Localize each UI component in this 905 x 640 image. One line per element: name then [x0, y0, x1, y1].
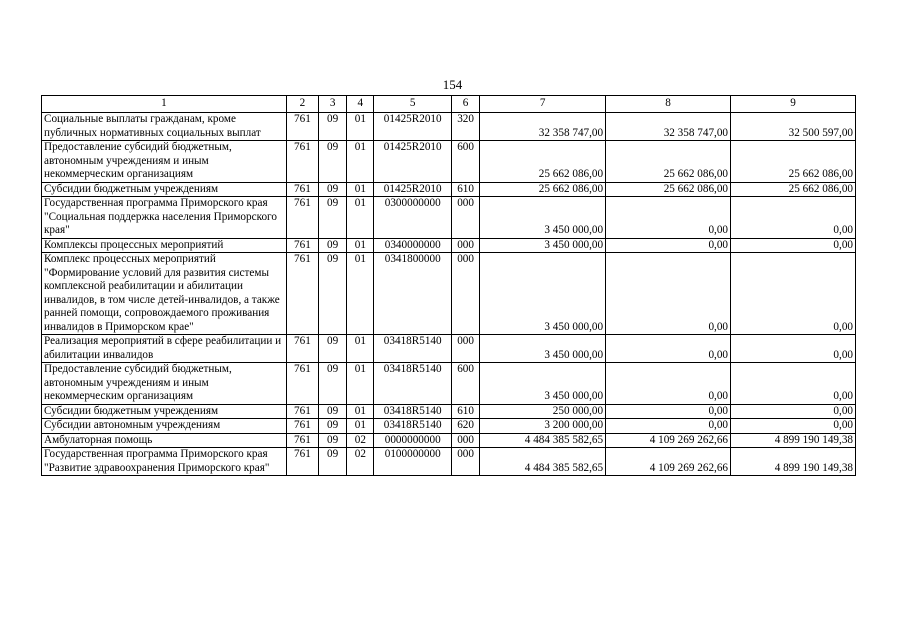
code-admin: 761	[286, 404, 318, 419]
code-subsection: 01	[347, 238, 374, 253]
column-header: 4	[347, 96, 374, 113]
code-expense-type: 620	[451, 419, 479, 434]
code-admin: 761	[286, 448, 318, 476]
code-subsection: 01	[347, 197, 374, 239]
code-target-article: 0340000000	[374, 238, 452, 253]
row-name: Субсидии автономным учреждениям	[42, 419, 287, 434]
code-section: 09	[319, 238, 347, 253]
code-section: 09	[319, 182, 347, 197]
code-expense-type: 000	[451, 448, 479, 476]
code-admin: 761	[286, 433, 318, 448]
amount-col7: 3 450 000,00	[480, 238, 606, 253]
amount-col8: 25 662 086,00	[606, 182, 731, 197]
code-target-article: 03418R5140	[374, 335, 452, 363]
table-row	[42, 433, 856, 448]
amount-col9: 32 500 597,00	[731, 113, 856, 141]
code-admin: 761	[286, 141, 318, 183]
amount-col7: 3 200 000,00	[480, 419, 606, 434]
code-subsection: 01	[347, 113, 374, 141]
amount-col7: 3 450 000,00	[480, 335, 606, 363]
code-target-article: 01425R2010	[374, 141, 452, 183]
column-header: 5	[374, 96, 452, 113]
row-name: Комплекс процессных мероприятий "Формирование условий для развития системы комплексной реабилитации и абилитации инвалидов, в том числе детей-инвалидов, а также ранней помощи, сопровождаемого проживания инвалидов в Приморском крае"	[42, 253, 287, 335]
code-subsection: 02	[347, 433, 374, 448]
budget-table	[41, 95, 856, 476]
code-admin: 761	[286, 253, 318, 335]
column-header: 8	[606, 96, 731, 113]
table-row	[42, 419, 856, 434]
code-expense-type: 600	[451, 141, 479, 183]
column-header: 3	[319, 96, 347, 113]
code-subsection: 01	[347, 404, 374, 419]
row-name: Предоставление субсидий бюджетным, автономным учреждениям и иным некоммерческим организациям	[42, 363, 287, 405]
row-name: Реализация мероприятий в сфере реабилитации и абилитации инвалидов	[42, 335, 287, 363]
amount-col7: 25 662 086,00	[480, 141, 606, 183]
code-subsection: 01	[347, 363, 374, 405]
code-expense-type: 000	[451, 335, 479, 363]
amount-col7: 3 450 000,00	[480, 253, 606, 335]
amount-col8: 0,00	[606, 197, 731, 239]
amount-col8: 4 109 269 262,66	[606, 448, 731, 476]
code-expense-type: 320	[451, 113, 479, 141]
amount-col8: 4 109 269 262,66	[606, 433, 731, 448]
amount-col9: 4 899 190 149,38	[731, 433, 856, 448]
amount-col9: 0,00	[731, 253, 856, 335]
column-header: 2	[286, 96, 318, 113]
code-section: 09	[319, 363, 347, 405]
amount-col7: 4 484 385 582,65	[480, 433, 606, 448]
amount-col9: 25 662 086,00	[731, 182, 856, 197]
code-section: 09	[319, 419, 347, 434]
code-section: 09	[319, 335, 347, 363]
code-subsection: 01	[347, 253, 374, 335]
code-target-article: 0100000000	[374, 448, 452, 476]
code-target-article: 03418R5140	[374, 404, 452, 419]
amount-col9: 0,00	[731, 238, 856, 253]
code-admin: 761	[286, 419, 318, 434]
table-row	[42, 182, 856, 197]
amount-col7: 250 000,00	[480, 404, 606, 419]
code-subsection: 01	[347, 182, 374, 197]
code-section: 09	[319, 448, 347, 476]
code-target-article: 0300000000	[374, 197, 452, 239]
column-header: 7	[480, 96, 606, 113]
code-section: 09	[319, 253, 347, 335]
amount-col7: 32 358 747,00	[480, 113, 606, 141]
column-header: 9	[731, 96, 856, 113]
code-target-article: 0000000000	[374, 433, 452, 448]
row-name: Субсидии бюджетным учреждениям	[42, 182, 287, 197]
table-row	[42, 363, 856, 405]
table-row	[42, 197, 856, 239]
code-section: 09	[319, 113, 347, 141]
code-subsection: 02	[347, 448, 374, 476]
column-header: 6	[451, 96, 479, 113]
amount-col9: 25 662 086,00	[731, 141, 856, 183]
code-target-article: 03418R5140	[374, 363, 452, 405]
amount-col7: 25 662 086,00	[480, 182, 606, 197]
row-name: Субсидии бюджетным учреждениям	[42, 404, 287, 419]
amount-col8: 25 662 086,00	[606, 141, 731, 183]
code-subsection: 01	[347, 141, 374, 183]
table-row	[42, 335, 856, 363]
amount-col9: 0,00	[731, 197, 856, 239]
code-target-article: 0341800000	[374, 253, 452, 335]
amount-col9: 0,00	[731, 419, 856, 434]
table-row	[42, 404, 856, 419]
amount-col8: 0,00	[606, 335, 731, 363]
header-row	[42, 96, 856, 113]
code-section: 09	[319, 141, 347, 183]
code-expense-type: 600	[451, 363, 479, 405]
page-number: 154	[442, 77, 463, 92]
code-expense-type: 000	[451, 238, 479, 253]
code-admin: 761	[286, 335, 318, 363]
table-row	[42, 238, 856, 253]
row-name: Государственная программа Приморского края "Развитие здравоохранения Приморского края"	[42, 448, 287, 476]
table-row	[42, 113, 856, 141]
code-expense-type: 000	[451, 433, 479, 448]
amount-col9: 0,00	[731, 363, 856, 405]
row-name: Государственная программа Приморского края "Социальная поддержка населения Приморского края"	[42, 197, 287, 239]
code-subsection: 01	[347, 419, 374, 434]
amount-col7: 3 450 000,00	[480, 363, 606, 405]
column-header: 1	[42, 96, 287, 113]
row-name: Предоставление субсидий бюджетным, автономным учреждениям и иным некоммерческим организациям	[42, 141, 287, 183]
amount-col9: 4 899 190 149,38	[731, 448, 856, 476]
amount-col8: 0,00	[606, 363, 731, 405]
amount-col8: 0,00	[606, 238, 731, 253]
code-section: 09	[319, 197, 347, 239]
amount-col8: 0,00	[606, 404, 731, 419]
code-target-article: 01425R2010	[374, 113, 452, 141]
code-target-article: 01425R2010	[374, 182, 452, 197]
code-admin: 761	[286, 238, 318, 253]
code-admin: 761	[286, 197, 318, 239]
code-expense-type: 000	[451, 253, 479, 335]
amount-col8: 32 358 747,00	[606, 113, 731, 141]
code-expense-type: 610	[451, 182, 479, 197]
table-row	[42, 448, 856, 476]
table-row	[42, 253, 856, 335]
row-name: Социальные выплаты гражданам, кроме публичных нормативных социальных выплат	[42, 113, 287, 141]
amount-col8: 0,00	[606, 253, 731, 335]
code-admin: 761	[286, 182, 318, 197]
code-target-article: 03418R5140	[374, 419, 452, 434]
code-admin: 761	[286, 113, 318, 141]
row-name: Комплексы процессных мероприятий	[42, 238, 287, 253]
amount-col9: 0,00	[731, 335, 856, 363]
table-row	[42, 141, 856, 183]
code-expense-type: 610	[451, 404, 479, 419]
row-name: Амбулаторная помощь	[42, 433, 287, 448]
amount-col9: 0,00	[731, 404, 856, 419]
amount-col8: 0,00	[606, 419, 731, 434]
amount-col7: 4 484 385 582,65	[480, 448, 606, 476]
code-section: 09	[319, 433, 347, 448]
code-section: 09	[319, 404, 347, 419]
code-admin: 761	[286, 363, 318, 405]
amount-col7: 3 450 000,00	[480, 197, 606, 239]
code-expense-type: 000	[451, 197, 479, 239]
code-subsection: 01	[347, 335, 374, 363]
